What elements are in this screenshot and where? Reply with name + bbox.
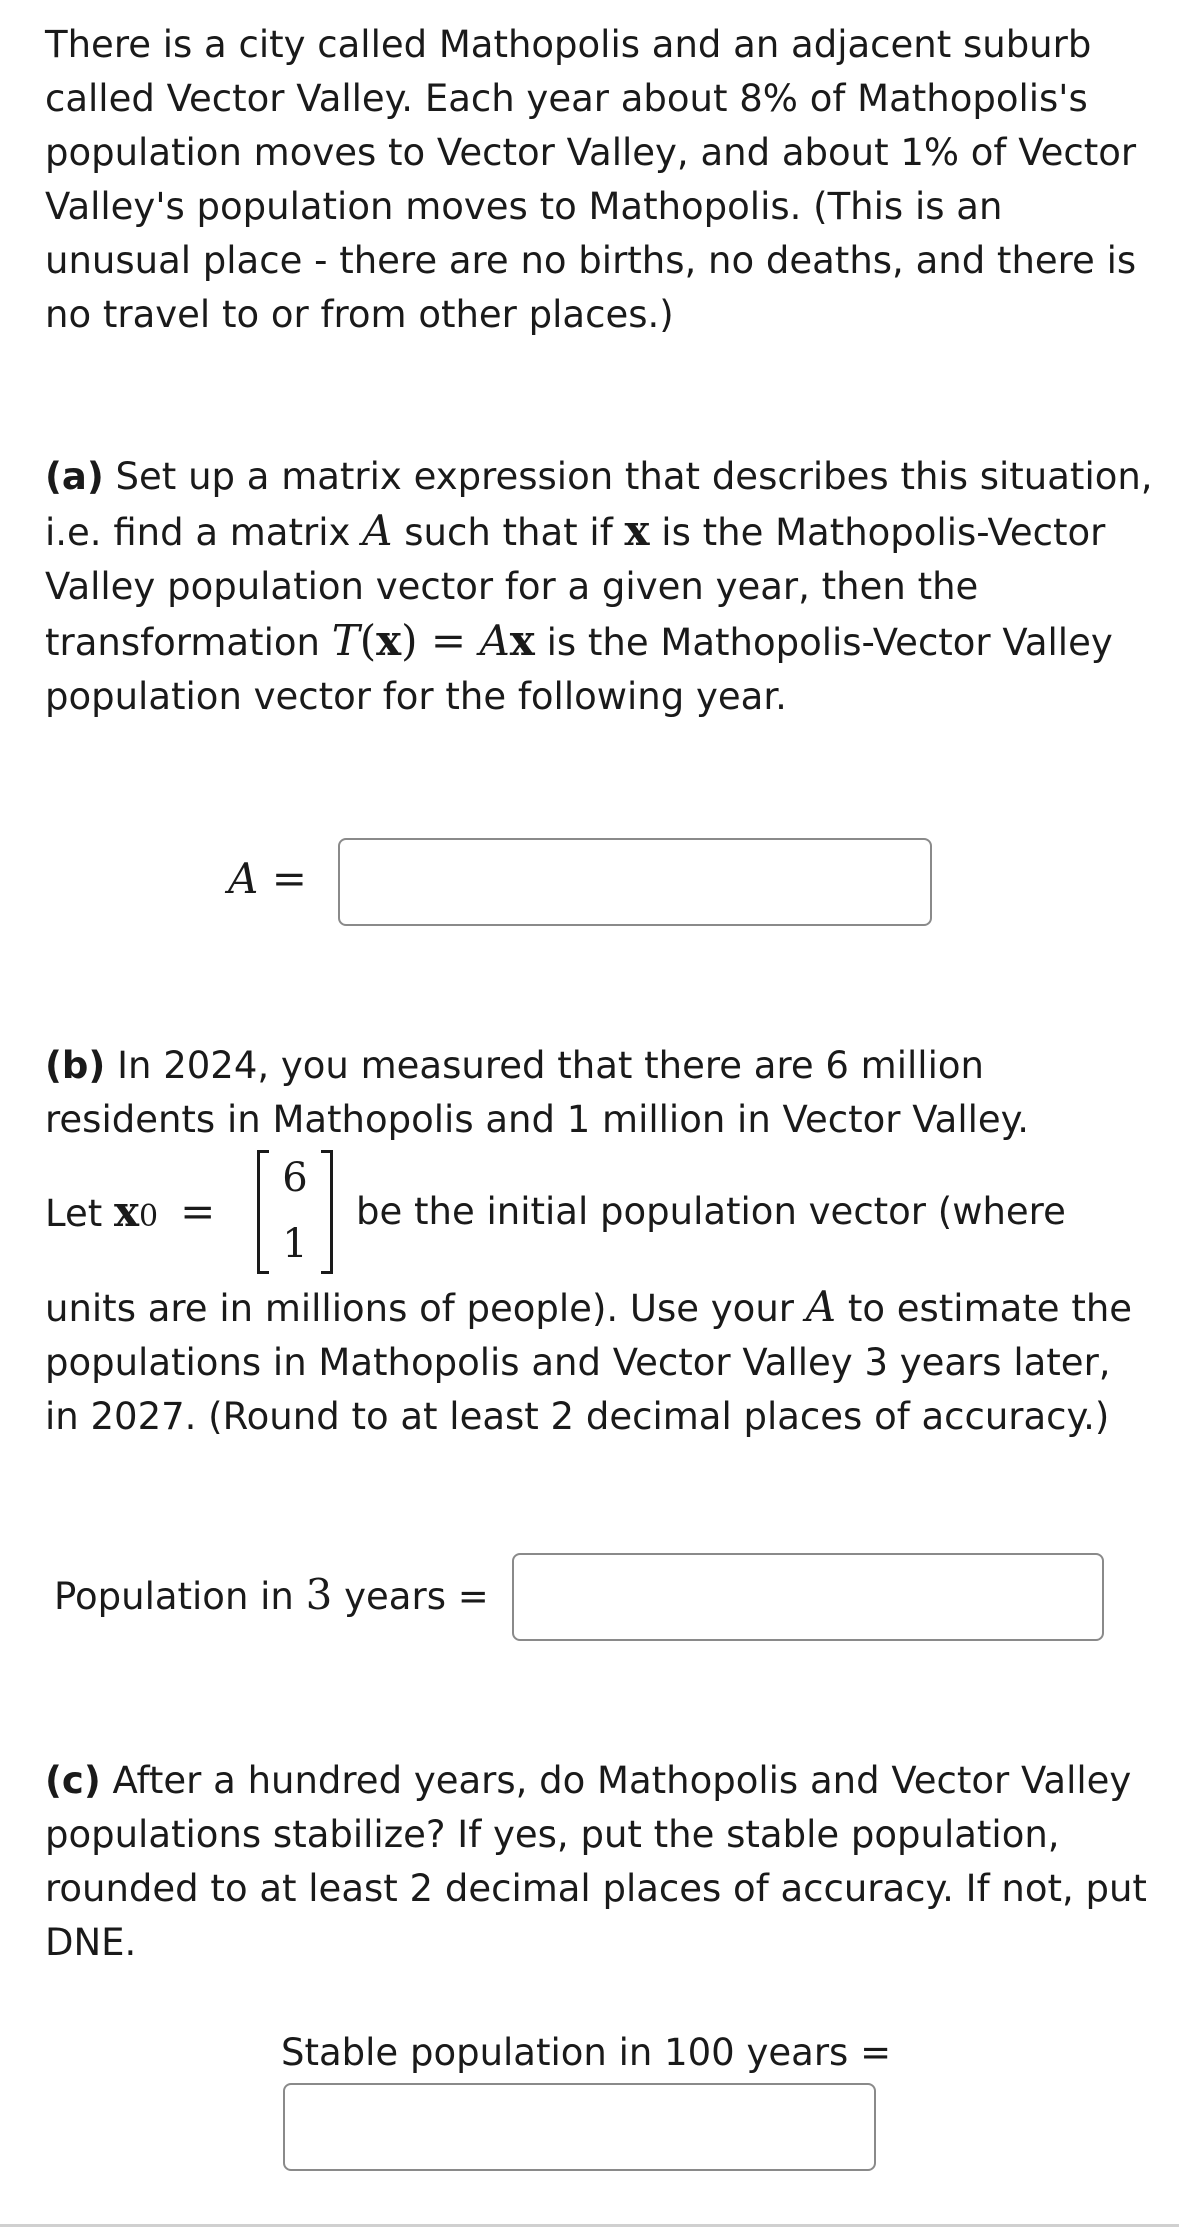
part-a-text-3: is the Mathopolis-Vector Valley population vector for a given year, then the transformation (45, 511, 1106, 664)
part-a-text-1: Set up a matrix expression that describes this situation, i.e. find a matrix (45, 455, 1153, 554)
part-b-a-symbol: A (805, 1282, 837, 1331)
matrix-a-input-var: A (228, 854, 259, 903)
matrix-a-input-eq: = (271, 854, 307, 903)
x0-equals: = (180, 1187, 216, 1236)
population-3-years-label (54, 1568, 489, 1624)
x0-subscript: 0 (139, 1199, 159, 1234)
part-b-text-4: to estimate the populations in Mathopolis and Vector Valley 3 years later, in 2027. (Round to at least 2 decimal places of accuracy.) (45, 1287, 1133, 1438)
vector-entry-vector-valley: 1 (282, 1221, 308, 1267)
part-a-text-2: such that if (392, 511, 625, 554)
paren-close: ) (401, 616, 418, 665)
transformation-x-symbol: x (376, 616, 402, 665)
population-3-years-input[interactable] (512, 1553, 1104, 1641)
part-b-text-2: be the initial population vector (where (356, 1190, 1066, 1233)
part-c-text: After a hundred years, do Mathopolis and Vector Valley populations stabilize? If yes, put the stable population, rounded to at least 2 decimal places of accuracy. If not, put DNE. (45, 1759, 1147, 1964)
pop-label-pre: Population in (54, 1575, 306, 1618)
stable-population-input[interactable] (283, 2083, 876, 2171)
transformation-t-symbol: T (331, 616, 360, 665)
initial-population-vector (255, 1148, 335, 1276)
pop-label-num: 3 (305, 1570, 333, 1619)
part-b-prompt-cont (45, 1280, 1155, 1444)
matrix-a-input[interactable] (338, 838, 932, 926)
part-c-label: (c) (45, 1759, 101, 1802)
vector-x-symbol: x (624, 506, 650, 555)
equals-sign: = (417, 616, 480, 665)
paren-open: ( (359, 616, 377, 665)
initial-vector-label (45, 1185, 215, 1244)
matrix-a-symbol: A (362, 506, 393, 555)
part-b-text-1: In 2024, you measured that there are 6 million residents in Mathopolis and 1 million in Vector Valley. (45, 1044, 1030, 1141)
part-b-prompt (45, 1039, 1155, 1147)
ax-x-symbol: x (509, 616, 535, 665)
problem-intro (45, 18, 1155, 342)
part-b-label: (b) (45, 1044, 106, 1087)
pop-label-post: years = (332, 1575, 489, 1618)
part-a-text-4: is the Mathopolis-Vector Valley population vector for the following year. (45, 621, 1113, 718)
part-a-label: (a) (45, 455, 104, 498)
matrix-a-input-label (228, 852, 307, 906)
part-c-prompt (45, 1754, 1155, 1970)
part-a-prompt (45, 450, 1155, 724)
ax-a-symbol: A (479, 616, 510, 665)
intro-text: There is a city called Mathopolis and an adjacent suburb called Vector Valley. Each year about 8% of Mathopolis's population moves to Vector Valley, and about 1% of Vector Valley's population moves to Mathopolis. (This is an unusual place - there are no births, no deaths, and there is no travel to or from other places.) (45, 23, 1137, 336)
vector-entry-mathopolis: 6 (282, 1155, 308, 1201)
stable-population-label: Stable population in 100 years = (281, 2031, 892, 2074)
let-text: Let (45, 1192, 114, 1235)
transformation-expression (332, 616, 535, 665)
x0-symbol: x (114, 1187, 140, 1236)
part-b-text-3: units are in millions of people). Use your (45, 1287, 806, 1330)
